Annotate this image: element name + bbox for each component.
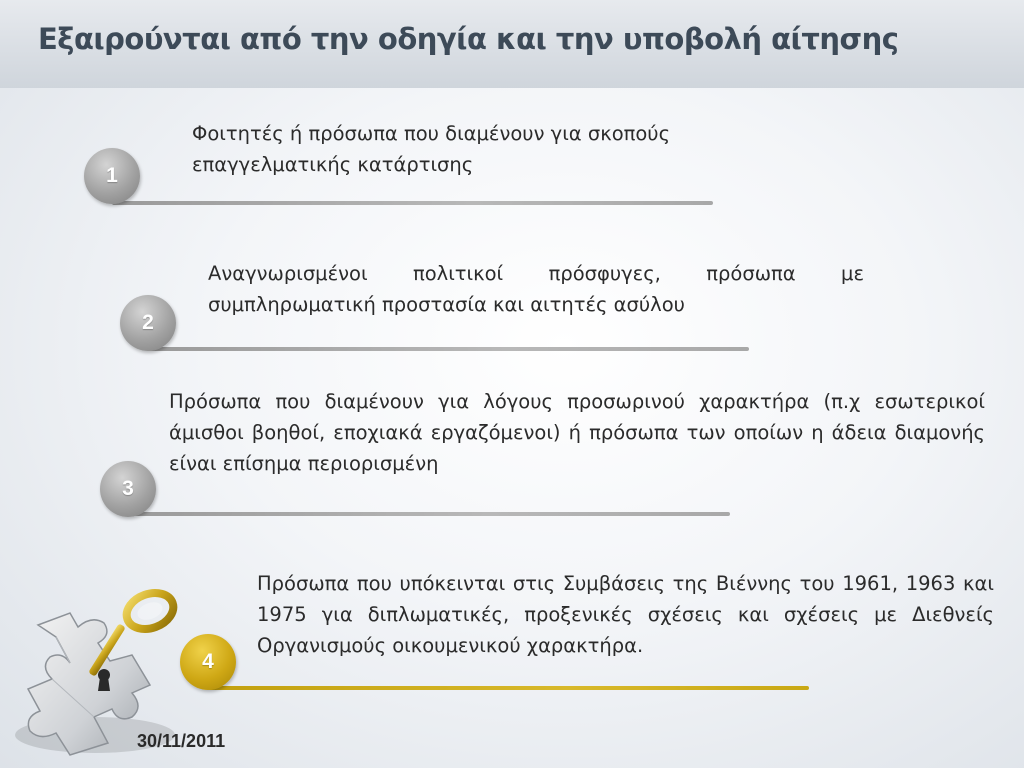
item-3-number: 3 <box>122 477 134 500</box>
date-label: 30/11/2011 <box>137 731 226 751</box>
item-1-badge <box>84 148 140 204</box>
item-1-number: 1 <box>106 164 118 187</box>
page-title: Εξαιρούνται από την οδηγία και την υποβολή αίτησης <box>38 22 899 56</box>
item-3-text: Πρόσωπα που διαμένουν για λόγους προσωρινού χαρακτήρα (π.χ εσωτερικοί άμισθοι βοηθοί, εποχιακά εργαζόμενοι) ή πρόσωπα των οποίων η άδεια διαμονής είναι επίσημα περιορισμένη <box>169 390 985 475</box>
item-2-badge <box>120 295 176 351</box>
item-4-text: Πρόσωπα που υπόκεινται στις Συμβάσεις της Βιέννης του 1961, 1963 και 1975 για διπλωματικές, προξενικές σχέσεις και σχέσεις με Διεθνείς Οργανισμούς οικουμενικού χαρακτήρα. <box>257 572 994 657</box>
item-1-line <box>112 201 713 205</box>
item-2-line <box>148 347 749 351</box>
item-2-text: Αναγνωρισμένοι πολιτικοί πρόσφυγες, πρόσωπα με συμπληρωματική προστασία και αιτητές ασύλου <box>208 262 864 316</box>
item-2-number: 2 <box>142 311 154 334</box>
item-4-number: 4 <box>202 650 214 673</box>
item-3-line <box>128 512 730 516</box>
item-1-text: Φοιτητές ή πρόσωπα που διαμένουν για σκοπούς επαγγελματικής κατάρτισης <box>192 122 671 176</box>
item-3-badge <box>100 461 156 517</box>
header-bar <box>0 0 1024 88</box>
item-4-line <box>208 686 809 690</box>
